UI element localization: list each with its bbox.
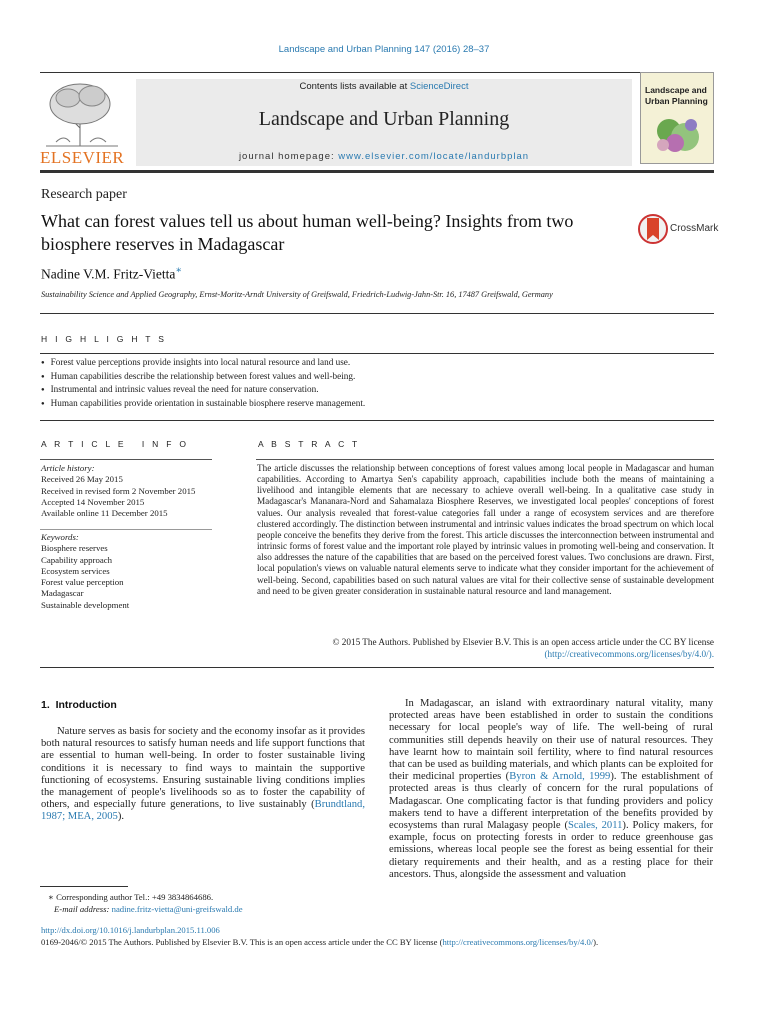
divider: [40, 667, 714, 668]
issn-end: ).: [593, 937, 599, 947]
article-info-heading: A R T I C L E I N F O: [41, 439, 189, 449]
body-text: ).: [117, 811, 124, 823]
body-text: Nature serves as basis for society and the economy insofar as it provides both natural resources to satisfy human needs and life support functions that are essential to human well-being. In order to foster sustainable living conditions it is necessary to find ways to maintain the supportive functioning of ecosystems. Ensuring sustainable living conditions implies the management of people's livelihoods so as to foster the capability of others, and especially future generations, to live sustainably (: [41, 726, 365, 811]
keywords-label: Keywords:: [41, 532, 79, 542]
footnote-rule: [40, 886, 128, 887]
history-label: Article history:: [41, 463, 95, 473]
journal-cover-thumbnail[interactable]: [640, 72, 714, 164]
article-history: [41, 463, 213, 519]
body-text-column-left: [41, 726, 365, 824]
crossmark-label: CrossMark: [670, 223, 719, 234]
article-type: Research paper: [41, 187, 127, 202]
author-name-text: Nadine V.M. Fritz-Vietta: [41, 266, 176, 282]
keyword-item: Ecosystem services: [41, 565, 110, 576]
highlights-heading: H I G H L I G H T S: [41, 334, 167, 344]
masthead-box: [136, 79, 632, 166]
keyword-item: Biosphere reserves: [41, 543, 108, 554]
footnote-email: [48, 904, 368, 916]
history-received: Received 26 May 2015: [41, 474, 123, 485]
divider: [40, 420, 714, 421]
footnote-phone: Corresponding author Tel.: +49 3834864686.: [56, 892, 214, 902]
elsevier-tree-icon: [40, 76, 124, 148]
sciencedirect-link[interactable]: ScienceDirect: [409, 81, 469, 92]
section-heading-introduction: 1. Introduction: [41, 699, 117, 711]
author-name: [41, 265, 182, 283]
issn-text: 0169-2046/© 2015 The Authors. Published by Elsevier B.V. This is an open access article under the CC BY license (: [41, 937, 443, 947]
history-accepted: Accepted 14 November 2015: [41, 496, 145, 507]
keyword-item: Sustainable development: [41, 599, 130, 610]
crossmark-button[interactable]: [638, 212, 718, 246]
divider: [40, 459, 212, 460]
author-affiliation: Sustainability Science and Applied Geography, Ernst-Moritz-Arndt University of Greifswald, Friedrich-Ludwig-Jahn-Str. 16, 17487 Greifswald, Germany: [41, 290, 553, 299]
contents-line: [136, 81, 632, 92]
body-text: ). Policy makers, for example, focus on protecting forests in order to reduce greenhouse gas emissions, whereas local people see the forest as being essential for their dietary requirements and their health, and as a resting place for their ancestors. Thus, alongside the assessment and valuation: [389, 820, 713, 880]
footnote-mark: ∗: [48, 892, 54, 902]
cover-illustration-icon: [649, 113, 707, 157]
keywords: [41, 532, 213, 611]
abstract-copyright: [257, 637, 714, 660]
homepage-link[interactable]: www.elsevier.com/locate/landurbplan: [338, 151, 530, 162]
citation-link[interactable]: Byron & Arnold, 1999: [509, 771, 611, 783]
journal-citation-link[interactable]: Landscape and Urban Planning 147 (2016) 28–37: [278, 44, 490, 55]
keyword-item: Capability approach: [41, 554, 113, 565]
highlights-list: [41, 356, 711, 410]
history-online: Available online 11 December 2015: [41, 508, 168, 519]
abstract-text: The article discusses the relationship between conceptions of forest values among local people in Madagascar and human capabilities. According to Amartya Sen's capability approach, capabilities include both the means of maintaining a livelihood and intangible elements that are necessary to achieve overall well-being. In a qualitative case study in Madagascar's Mananara-Nord and Sahamalaza Biosphere Reserves, we investigated local peoples' conceptions of forest values. Our analysis revealed that forest-value categories fall under a range of ecosystem services and are therefore clustered accordingly. The distinction between instrumental and intrinsic values indicates the broad spectrum on which local people conceive the benefits they derive from the forest. This article discusses the interconnection between instrumental and intrinsic forms of forest value and the important role played by intrinsic values in promoting well-being and conservation. It also addresses the nature of the capabilities that are based on the perceived forest values. Two conclusions are drawn. First, local population's views on valuable natural elements serve to indicate what they consider important for the achievement of well-being. Second, capabilities based on such natural values are vital for their collective sense of sustainable development and need to be given greater consideration in sustainable natural resource and land management.: [257, 463, 714, 596]
highlight-item: ● Human capabilities provide orientation in sustainable biosphere reserve management.: [41, 397, 711, 411]
citation-link[interactable]: Brundtland, 1987; MEA, 2005: [41, 799, 365, 823]
doi-link[interactable]: http://dx.doi.org/10.1016/j.landurbplan.2015.11.006: [41, 925, 220, 935]
body-text: ). The establishment of protected areas is thus clearly of concern for the rural populations of Madagascar. One complicating factor is that funding providers and policy makers tend to have a different interpretation of the benefits provided by ecosystems than rural Malagasy people (: [389, 771, 713, 832]
footnote-corresponding: [48, 892, 368, 904]
highlight-item: ● Instrumental and intrinsic values reveal the need for nature conservation.: [41, 383, 711, 397]
masthead-rule-bottom: [40, 170, 714, 173]
history-revised: Received in revised form 2 November 2015: [41, 485, 196, 496]
divider: [40, 353, 714, 354]
crossmark-icon: [638, 212, 668, 246]
keyword-item: Madagascar: [41, 588, 84, 599]
keyword-item: Forest value perception: [41, 577, 124, 588]
masthead-rule-top: [40, 72, 714, 73]
cover-title: Landscape and Urban Planning: [645, 85, 708, 106]
divider: [40, 313, 714, 314]
footer-license-link[interactable]: http://creativecommons.org/licenses/by/4.0/: [442, 937, 594, 947]
body-text: In Madagascar, an island with extraordinary natural vitality, many protected areas have been established in order to sustain the conditions necessary for local people's way of life. The well-being of rural communities still depends heavily on their use of natural resources. They have learnt how to maintain soil fertility, where to find natural resources that can be used as building materials, and which plants can be exploited for their medicinal properties (: [389, 698, 713, 783]
license-link[interactable]: (http://creativecommons.org/licenses/by/4.0/).: [544, 648, 714, 659]
citation-link[interactable]: Scales, 2011: [568, 820, 623, 832]
elsevier-wordmark: ELSEVIER: [40, 148, 125, 167]
divider: [40, 529, 212, 530]
abstract-heading: A B S T R A C T: [258, 439, 361, 449]
copyright-text: © 2015 The Authors. Published by Elsevier B.V. This is an open access article under the CC BY license: [332, 637, 714, 647]
journal-title: Landscape and Urban Planning: [258, 108, 510, 130]
highlight-item: ● Human capabilities describe the relationship between forest values and well-being.: [41, 370, 711, 384]
email-label: E-mail address:: [54, 903, 110, 914]
body-text-column-right: [389, 698, 713, 881]
contents-prefix: Contents lists available at: [299, 81, 410, 92]
issn-license-line: [41, 937, 741, 947]
homepage-prefix: journal homepage:: [238, 151, 339, 162]
highlight-item: ● Forest value perceptions provide insights into local natural resource and land use.: [41, 356, 711, 370]
email-link[interactable]: nadine.fritz-vietta@uni-greifswald.de: [111, 903, 243, 914]
corresponding-author-footnote: [48, 892, 368, 915]
divider: [256, 459, 714, 460]
elsevier-logo: [40, 76, 124, 168]
article-title: What can forest values tell us about human well-being? Insights from two biosphere reserves in Madagascar: [41, 211, 574, 254]
author-footnote-link[interactable]: ∗: [175, 265, 183, 276]
homepage-line: [136, 151, 632, 162]
